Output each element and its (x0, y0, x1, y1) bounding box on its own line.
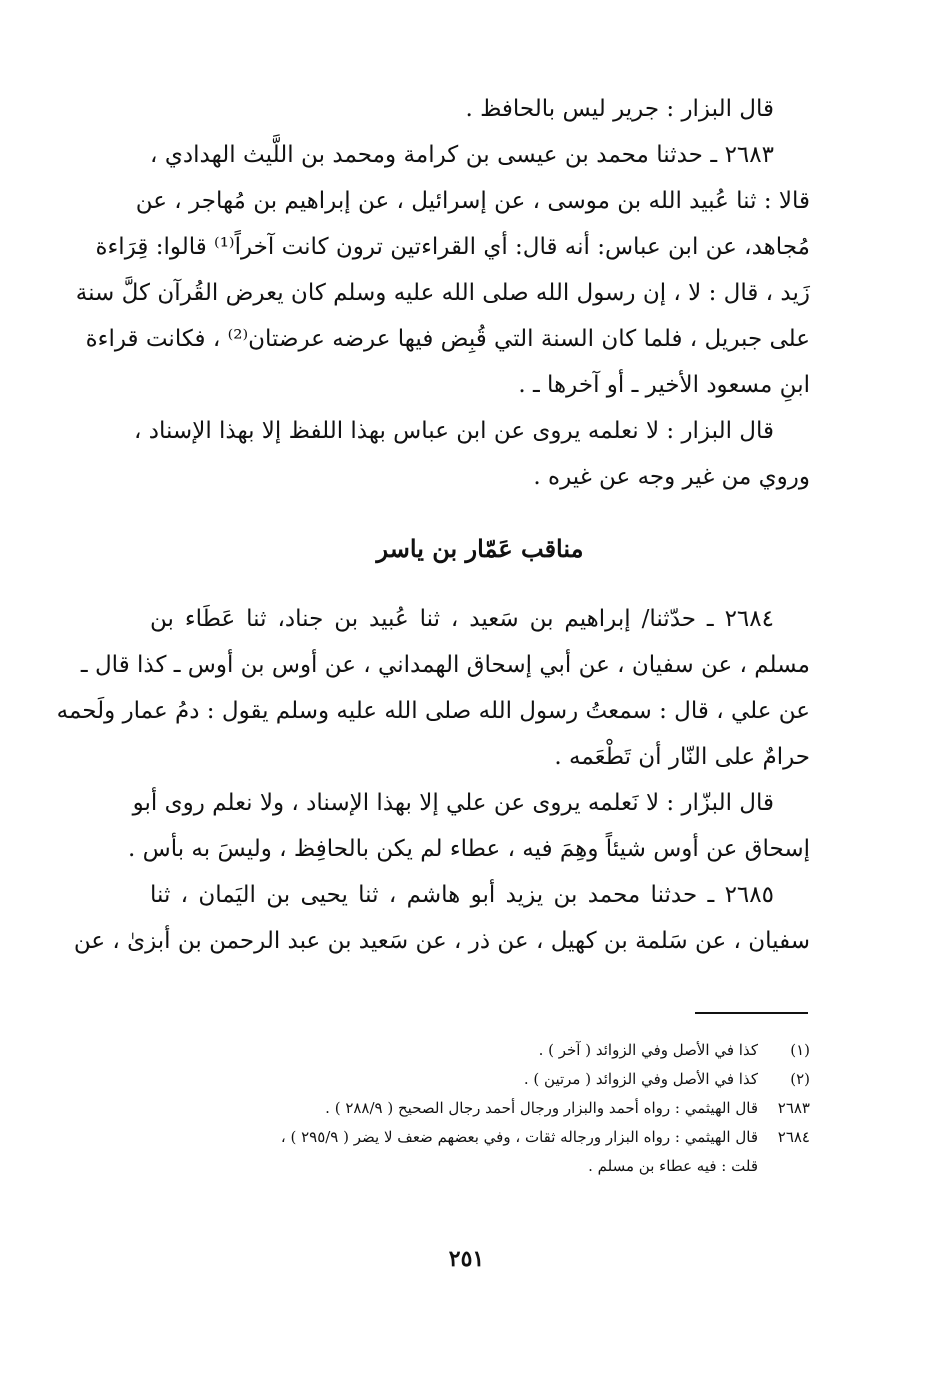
footnote-number: ٢٦٨٣ (777, 1099, 810, 1117)
footnote-text: كذا في الأصل وفي الزوائد ( مرتين ) . (523, 1070, 758, 1088)
text-line: قال البزّار : لا نَعلمه يروى عن علي إلا بهذا الإسناد ، ولا نعلم روى أبو (132, 790, 774, 816)
text-line: ٢٦٨٤ ـ حدّثنا/ إبراهيم بن سَعيد ، ثنا عُبيد بن جناد، ثنا عَطَاء بن (150, 606, 774, 632)
footnote-number: (١) (790, 1041, 810, 1059)
text-block-1 (75, 86, 810, 500)
footnote-divider (695, 1012, 808, 1014)
footnote-text: كذا في الأصل وفي الزوائد ( آخر ) . (538, 1041, 758, 1059)
text-line: قال البزار : لا نعلمه يروى عن ابن عباس بهذا اللفظ إلا بهذا الإسناد ، (134, 418, 774, 444)
footnote-text: قال الهيثمي : رواه البزار ورجاله ثقات ، وفي بعضهم ضعف لا يضر ( ٢٩٥/٩ ) ، (280, 1128, 758, 1146)
text-line: قالا : ثنا عُبيد الله بن موسى ، عن إسرائيل ، عن إبراهيم بن مُهاجر ، عن (135, 188, 810, 214)
text-line: قال البزار : جرير ليس بالحافظ . (465, 96, 774, 122)
page-number: ٢٥١ (448, 1246, 485, 1272)
footnote-text: قال الهيثمي : رواه أحمد والبزار ورجال أحمد رجال الصحيح ( ٢٨٨/٩ ) . (325, 1099, 758, 1117)
footnote-number (758, 1152, 810, 1181)
text-line: حرامٌ على النّار أن تَطْعَمه . (554, 744, 810, 770)
text-line: على جبريل ، فلما كان السنة التي قُبِض فيها عرضه عرضتان⁽²⁾ ، فكانت قراءة (85, 326, 810, 352)
text-line: مُجاهد، عن ابن عباس: أنه قال: أي القراءتين ترون كانت آخراً⁽¹⁾ قالوا: قِرَاءة (95, 234, 810, 260)
footnote (150, 1036, 810, 1065)
footnote (150, 1065, 810, 1094)
text-line: إسحاق عن أوس شيئاً وهِمَ فيه ، عطاء لم يكن بالحافِظ ، وليسَ به بأس . (128, 836, 810, 862)
text-block-2 (56, 596, 810, 964)
footnotes (150, 1036, 810, 1181)
text-line: ابنِ مسعود الأخير ـ أو آخرها ـ . (518, 372, 810, 398)
footnote (150, 1152, 810, 1181)
text-line: عن علي ، قال : سمعتُ رسول الله صلى الله عليه وسلم يقول : دمُ عمار ولَحمه (56, 698, 810, 724)
text-line: ٢٦٨٣ ـ حدثنا محمد بن عيسى بن كرامة ومحمد بن اللَّيث الهدادي ، (150, 142, 774, 168)
text-line: ٢٦٨٥ ـ حدثنا محمد بن يزيد أبو هاشم ، ثنا يحيى بن اليَمان ، ثنا (150, 882, 774, 908)
section-heading: مناقب عَمّار بن ياسر (376, 534, 584, 563)
text-line: زَيد ، قال : لا ، إن رسول الله صلى الله عليه وسلم كان يعرض القُرآن كلَّ سنة (75, 280, 810, 306)
footnote-number: ٢٦٨٤ (777, 1128, 810, 1146)
text-line: مسلم ، عن سفيان ، عن أبي إسحاق الهمداني ، عن أوس بن أوس ـ كذا قال ـ (80, 652, 810, 678)
text-line: وروي من غير وجه عن غيره . (533, 464, 810, 490)
footnote-number: (٢) (790, 1070, 810, 1088)
footnote (150, 1094, 810, 1123)
text-line: سفيان ، عن سَلمة بن كهيل ، عن ذر ، عن سَعيد بن عبد الرحمن بن أبزىٰ ، عن (73, 928, 810, 954)
footnote-text: قلت : فيه عطاء بن مسلم . (588, 1157, 758, 1175)
footnote (150, 1123, 810, 1152)
main-text (56, 86, 810, 964)
